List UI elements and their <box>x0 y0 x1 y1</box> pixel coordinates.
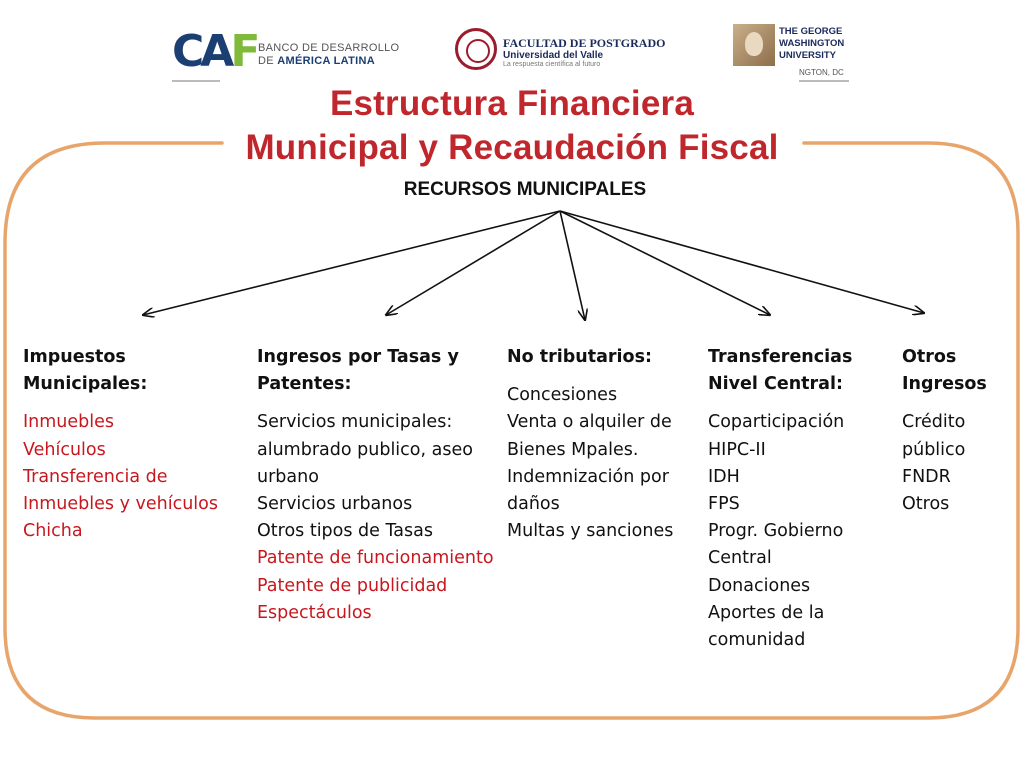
column-item: Concesiones <box>507 385 618 406</box>
column-transferencias-nivel-central <box>708 344 900 654</box>
column-item: Crédito público <box>902 412 966 460</box>
column-item: Multas y sanciones <box>507 521 674 542</box>
univalle-faculty-name: FACULTAD DE POSTGRADO <box>503 36 666 50</box>
root-node-label: RECURSOS MUNICIPALES <box>403 179 647 200</box>
caf-logo-mark: CAF <box>172 26 257 77</box>
column-item: FPS <box>708 494 740 515</box>
arrow-to-transferencias <box>560 211 770 315</box>
gwu-name: THE GEORGE WASHINGTON UNIVERSITY <box>779 26 845 61</box>
column-item: Espectáculos <box>257 602 372 623</box>
column-heading: Otros Ingresos <box>902 347 987 395</box>
column-item: Otros <box>902 494 950 515</box>
column-item: FNDR <box>902 466 951 487</box>
column-ingresos-tasas-patentes <box>257 344 497 627</box>
column-items <box>257 409 497 627</box>
column-item: Progr. Gobierno Central <box>708 521 844 569</box>
gwu-city: NGTON, DC <box>799 68 844 77</box>
column-item: IDH <box>708 466 740 487</box>
column-item: Transferencia de Inmuebles y vehículos <box>23 466 218 515</box>
column-item: Coparticipación <box>708 412 845 433</box>
column-no-tributarios <box>507 344 703 545</box>
column-item: Aportes de la comunidad <box>708 602 825 651</box>
column-item: Servicios municipales: alumbrado publico, aseo urbano <box>257 412 473 487</box>
column-heading: Ingresos por Tasas y Patentes: <box>257 347 459 395</box>
slide-title-line-2: Municipal y Recaudación Fiscal <box>245 128 779 167</box>
column-item: Vehículos <box>23 439 106 460</box>
column-impuestos-municipales <box>23 344 255 545</box>
arrow-to-otros <box>560 211 924 313</box>
column-item: Patente de funcionamiento Patente de publicidad <box>257 548 494 596</box>
column-item: Venta o alquiler de Bienes Mpales. <box>507 412 672 460</box>
arrow-to-impuestos <box>143 211 560 315</box>
arrow-to-no-tributarios <box>560 211 585 320</box>
column-item: Chicha <box>23 521 83 542</box>
column-items <box>708 409 900 654</box>
caf-logo-text: BANCO DE DESARROLLO DE AMÉRICA LATINA <box>258 42 400 67</box>
arrow-to-tasas <box>386 211 560 315</box>
column-items <box>23 409 255 545</box>
column-item: Inmuebles <box>23 412 115 433</box>
slide-title-line-1: Estructura Financiera <box>329 84 695 123</box>
column-otros-ingresos <box>902 344 1002 518</box>
column-item: Indemnización por daños <box>507 466 669 515</box>
univalle-university-name: Universidad del Valle <box>503 50 604 61</box>
column-items <box>507 382 703 545</box>
column-item: Servicios urbanos <box>257 494 413 515</box>
column-item: HIPC-II <box>708 439 766 460</box>
column-item: Donaciones <box>708 575 811 596</box>
column-heading: No tributarios: <box>507 347 652 367</box>
column-heading: Transferencias Nivel Central: <box>708 347 853 395</box>
column-items <box>902 409 1002 518</box>
univalle-tagline: La respuesta científica al futuro <box>503 61 601 68</box>
column-item: Otros tipos de Tasas <box>257 521 433 542</box>
column-heading: Impuestos Municipales: <box>23 347 148 395</box>
